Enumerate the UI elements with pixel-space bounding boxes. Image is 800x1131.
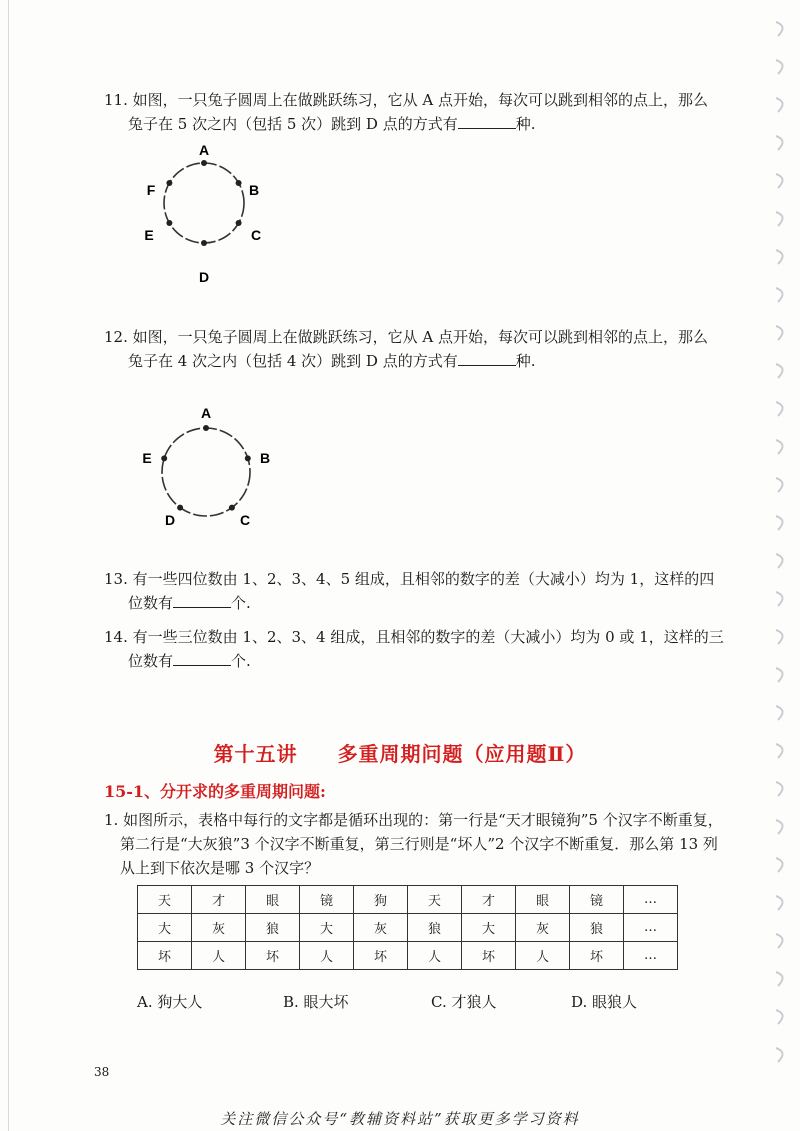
problem-13 (104, 567, 744, 615)
point-e (161, 455, 167, 461)
table-cell: 坏 (354, 942, 408, 970)
problem-text: 个. (231, 594, 251, 612)
point-f (166, 180, 172, 186)
problem-text: 如图，一只兔子圆周上在做跳跃练习，它从 A 点开始，每次可以跳到相邻的点上，那么 (132, 328, 709, 346)
point-d (177, 505, 183, 511)
table-cell: 狼 (246, 914, 300, 942)
table-cell: 人 (192, 942, 246, 970)
label-c: C (239, 512, 251, 528)
table-cell: 灰 (354, 914, 408, 942)
circle-diagram-2 (130, 400, 280, 535)
problem-text: 种. (515, 115, 536, 133)
problem-text: 个. (231, 652, 251, 670)
problem-12 (104, 325, 744, 373)
problem-14 (104, 625, 744, 673)
footer-watermark: 关注微信公众号“教辅资料站”获取更多学习资料 (220, 1110, 580, 1128)
label-a: A (200, 405, 212, 421)
circle-path (162, 428, 250, 516)
option-d[interactable]: D. 眼狼人 (571, 993, 638, 1011)
answer-blank[interactable] (458, 113, 516, 129)
answer-blank[interactable] (458, 350, 516, 366)
point-d (201, 240, 207, 246)
answer-blank[interactable] (173, 592, 231, 608)
table-cell: 坏 (570, 942, 624, 970)
question-text: 第二行是“大灰狼”3 个汉字不断重复，第三行则是“坏人”2 个汉字不断重复．那么第 13 列 (120, 835, 718, 853)
table-cell: 狼 (408, 914, 462, 942)
option-c[interactable]: C. 才狼人 (431, 993, 497, 1011)
section-title: 15-1、分开求的多重周期问题: (104, 782, 326, 801)
table-cell: 坏 (462, 942, 516, 970)
point-e (166, 220, 172, 226)
problem-number: 12. (104, 328, 128, 346)
page-edge (8, 0, 9, 1131)
lesson-number: 第十五讲 (213, 742, 298, 766)
table-cell: 狼 (570, 914, 624, 942)
label-d: D (164, 512, 176, 528)
table-cell: 才 (192, 886, 246, 914)
problem-number: 14. (104, 628, 128, 646)
table-cell: 人 (300, 942, 354, 970)
table-row (138, 942, 678, 970)
table-cell: 灰 (516, 914, 570, 942)
binding-rings (766, 0, 796, 1131)
point-b (236, 180, 242, 186)
problem-text: 位数有 (128, 652, 174, 670)
table-row (138, 886, 678, 914)
point-c (236, 220, 242, 226)
table-cell: … (624, 886, 678, 914)
point-c (229, 505, 235, 511)
table-cell: 镜 (300, 886, 354, 914)
question-text: 从上到下依次是哪 3 个汉字？ (120, 859, 320, 877)
table-cell: 大 (462, 914, 516, 942)
table-cell: 天 (408, 886, 462, 914)
table-cell: 坏 (246, 942, 300, 970)
table-cell: 天 (138, 886, 192, 914)
table-cell: 才 (462, 886, 516, 914)
question-text: 如图所示，表格中每行的文字都是循环出现的：第一行是“天才眼镜狗”5 个汉字不断重复， (123, 811, 723, 829)
point-a (201, 160, 207, 166)
table-cell: 镜 (570, 886, 624, 914)
page-number: 38 (94, 1065, 110, 1079)
label-e: E (144, 227, 154, 243)
problem-number: 13. (104, 570, 128, 588)
label-f: F (146, 182, 156, 198)
label-e: E (142, 450, 152, 466)
table-cell: 人 (516, 942, 570, 970)
option-b[interactable]: B. 眼大坏 (283, 993, 349, 1011)
lesson-name: 多重周期问题（应用题Ⅱ） (337, 742, 587, 766)
problem-text: 有一些四位数由 1、2、3、4、5 组成，且相邻的数字的差（大减小）均为 1，这样的四 (132, 570, 715, 588)
table-cell: … (624, 942, 678, 970)
label-d: D (198, 269, 210, 285)
table-cell: 大 (138, 914, 192, 942)
answer-blank[interactable] (173, 650, 231, 666)
problem-text: 种. (515, 352, 536, 370)
option-a[interactable]: A. 狗大人 (137, 993, 203, 1011)
circle-diagram-1 (130, 135, 280, 295)
problem-text: 位数有 (128, 594, 174, 612)
table-cell: 大 (300, 914, 354, 942)
label-b: B (259, 450, 271, 466)
problem-number: 11. (104, 91, 128, 109)
table-cell: 坏 (138, 942, 192, 970)
character-table (137, 885, 678, 970)
circle-path (164, 163, 244, 243)
problem-11 (104, 88, 744, 136)
label-c: C (250, 227, 262, 243)
label-a: A (198, 142, 210, 158)
question-1 (104, 808, 744, 880)
lesson-title (0, 738, 800, 767)
question-number: 1. (104, 811, 119, 829)
problem-text: 兔子在 5 次之内（包括 5 次）跳到 D 点的方式有 (128, 115, 458, 133)
point-a (203, 425, 209, 431)
problem-text: 有一些三位数由 1、2、3、4 组成，且相邻的数字的差（大减小）均为 0 或 1，这样的三 (132, 628, 724, 646)
point-b (245, 455, 251, 461)
table-cell: 眼 (246, 886, 300, 914)
problem-text: 如图，一只兔子圆周上在做跳跃练习，它从 A 点开始，每次可以跳到相邻的点上，那么 (132, 91, 709, 109)
problem-text: 兔子在 4 次之内（包括 4 次）跳到 D 点的方式有 (128, 352, 458, 370)
table-cell: 人 (408, 942, 462, 970)
table-cell: … (624, 914, 678, 942)
label-b: B (248, 182, 260, 198)
table-cell: 狗 (354, 886, 408, 914)
table-cell: 灰 (192, 914, 246, 942)
table-cell: 眼 (516, 886, 570, 914)
table-row (138, 914, 678, 942)
